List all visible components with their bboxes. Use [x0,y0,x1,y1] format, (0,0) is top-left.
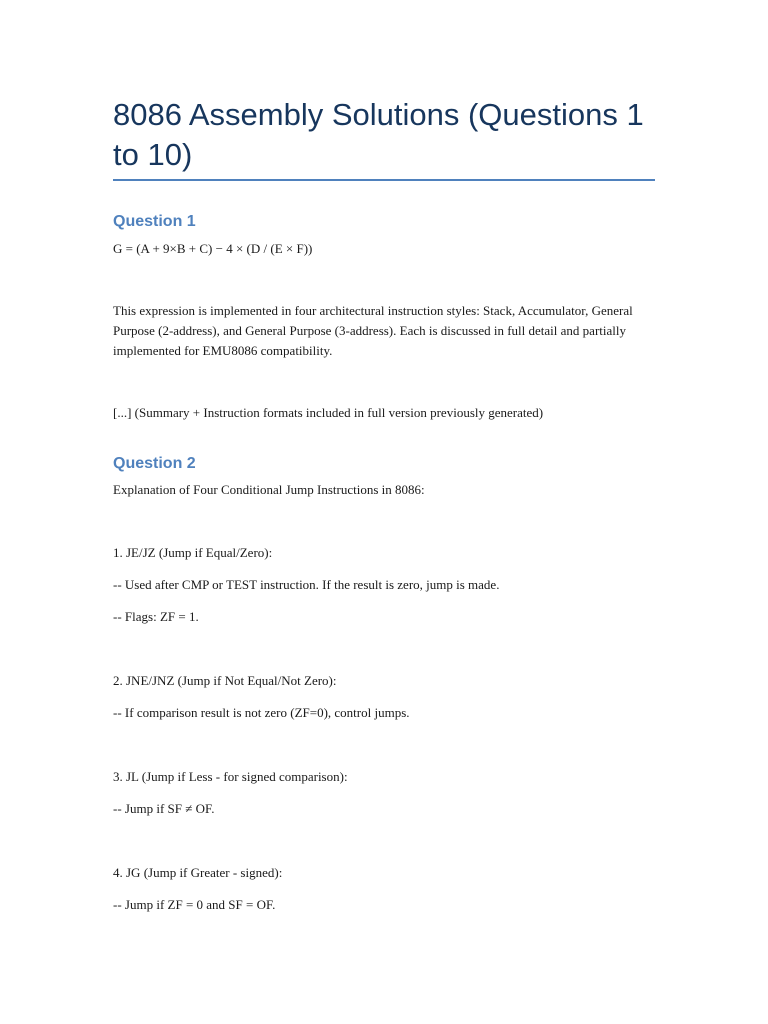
question-2-intro: Explanation of Four Conditional Jump Instructions in 8086: [113,482,425,497]
jump-item-jl-detail: -- Jump if SF ≠ OF. [113,801,215,816]
question-1-description: This expression is implemented in four architectural instruction styles: Stack, Accumulator, General Purpose (2-address), and General Purpose (3-address). Each is discussed in full detail and partially implemented for EMU8086 compatibility. [113,303,633,358]
title-underline [113,179,655,181]
jump-item-je-jz: 1. JE/JZ (Jump if Equal/Zero): [113,545,273,560]
question-1-expression: G = (A + 9×B + C) − 4 × (D / (E × F)) [113,241,313,256]
document-title: 8086 Assembly Solutions (Questions 1 to 10) [113,97,644,172]
jump-item-je-jz-detail: -- Used after CMP or TEST instruction. If the result is zero, jump is made. [113,577,500,592]
jump-item-jg-detail: -- Jump if ZF = 0 and SF = OF. [113,897,276,912]
jump-item-jl: 3. JL (Jump if Less - for signed comparison): [113,769,348,784]
question-1-summary-note: [...] (Summary + Instruction formats included in full version previously generated) [113,405,544,420]
question-2-heading: Question 2 [113,455,196,472]
jump-item-jne-jnz: 2. JNE/JNZ (Jump if Not Equal/Not Zero): [113,673,337,688]
jump-item-jne-jnz-detail: -- If comparison result is not zero (ZF=0), control jumps. [113,705,410,720]
question-1-heading: Question 1 [113,213,196,230]
jump-item-je-jz-flags: -- Flags: ZF = 1. [113,609,199,624]
jump-item-jg: 4. JG (Jump if Greater - signed): [113,865,283,880]
